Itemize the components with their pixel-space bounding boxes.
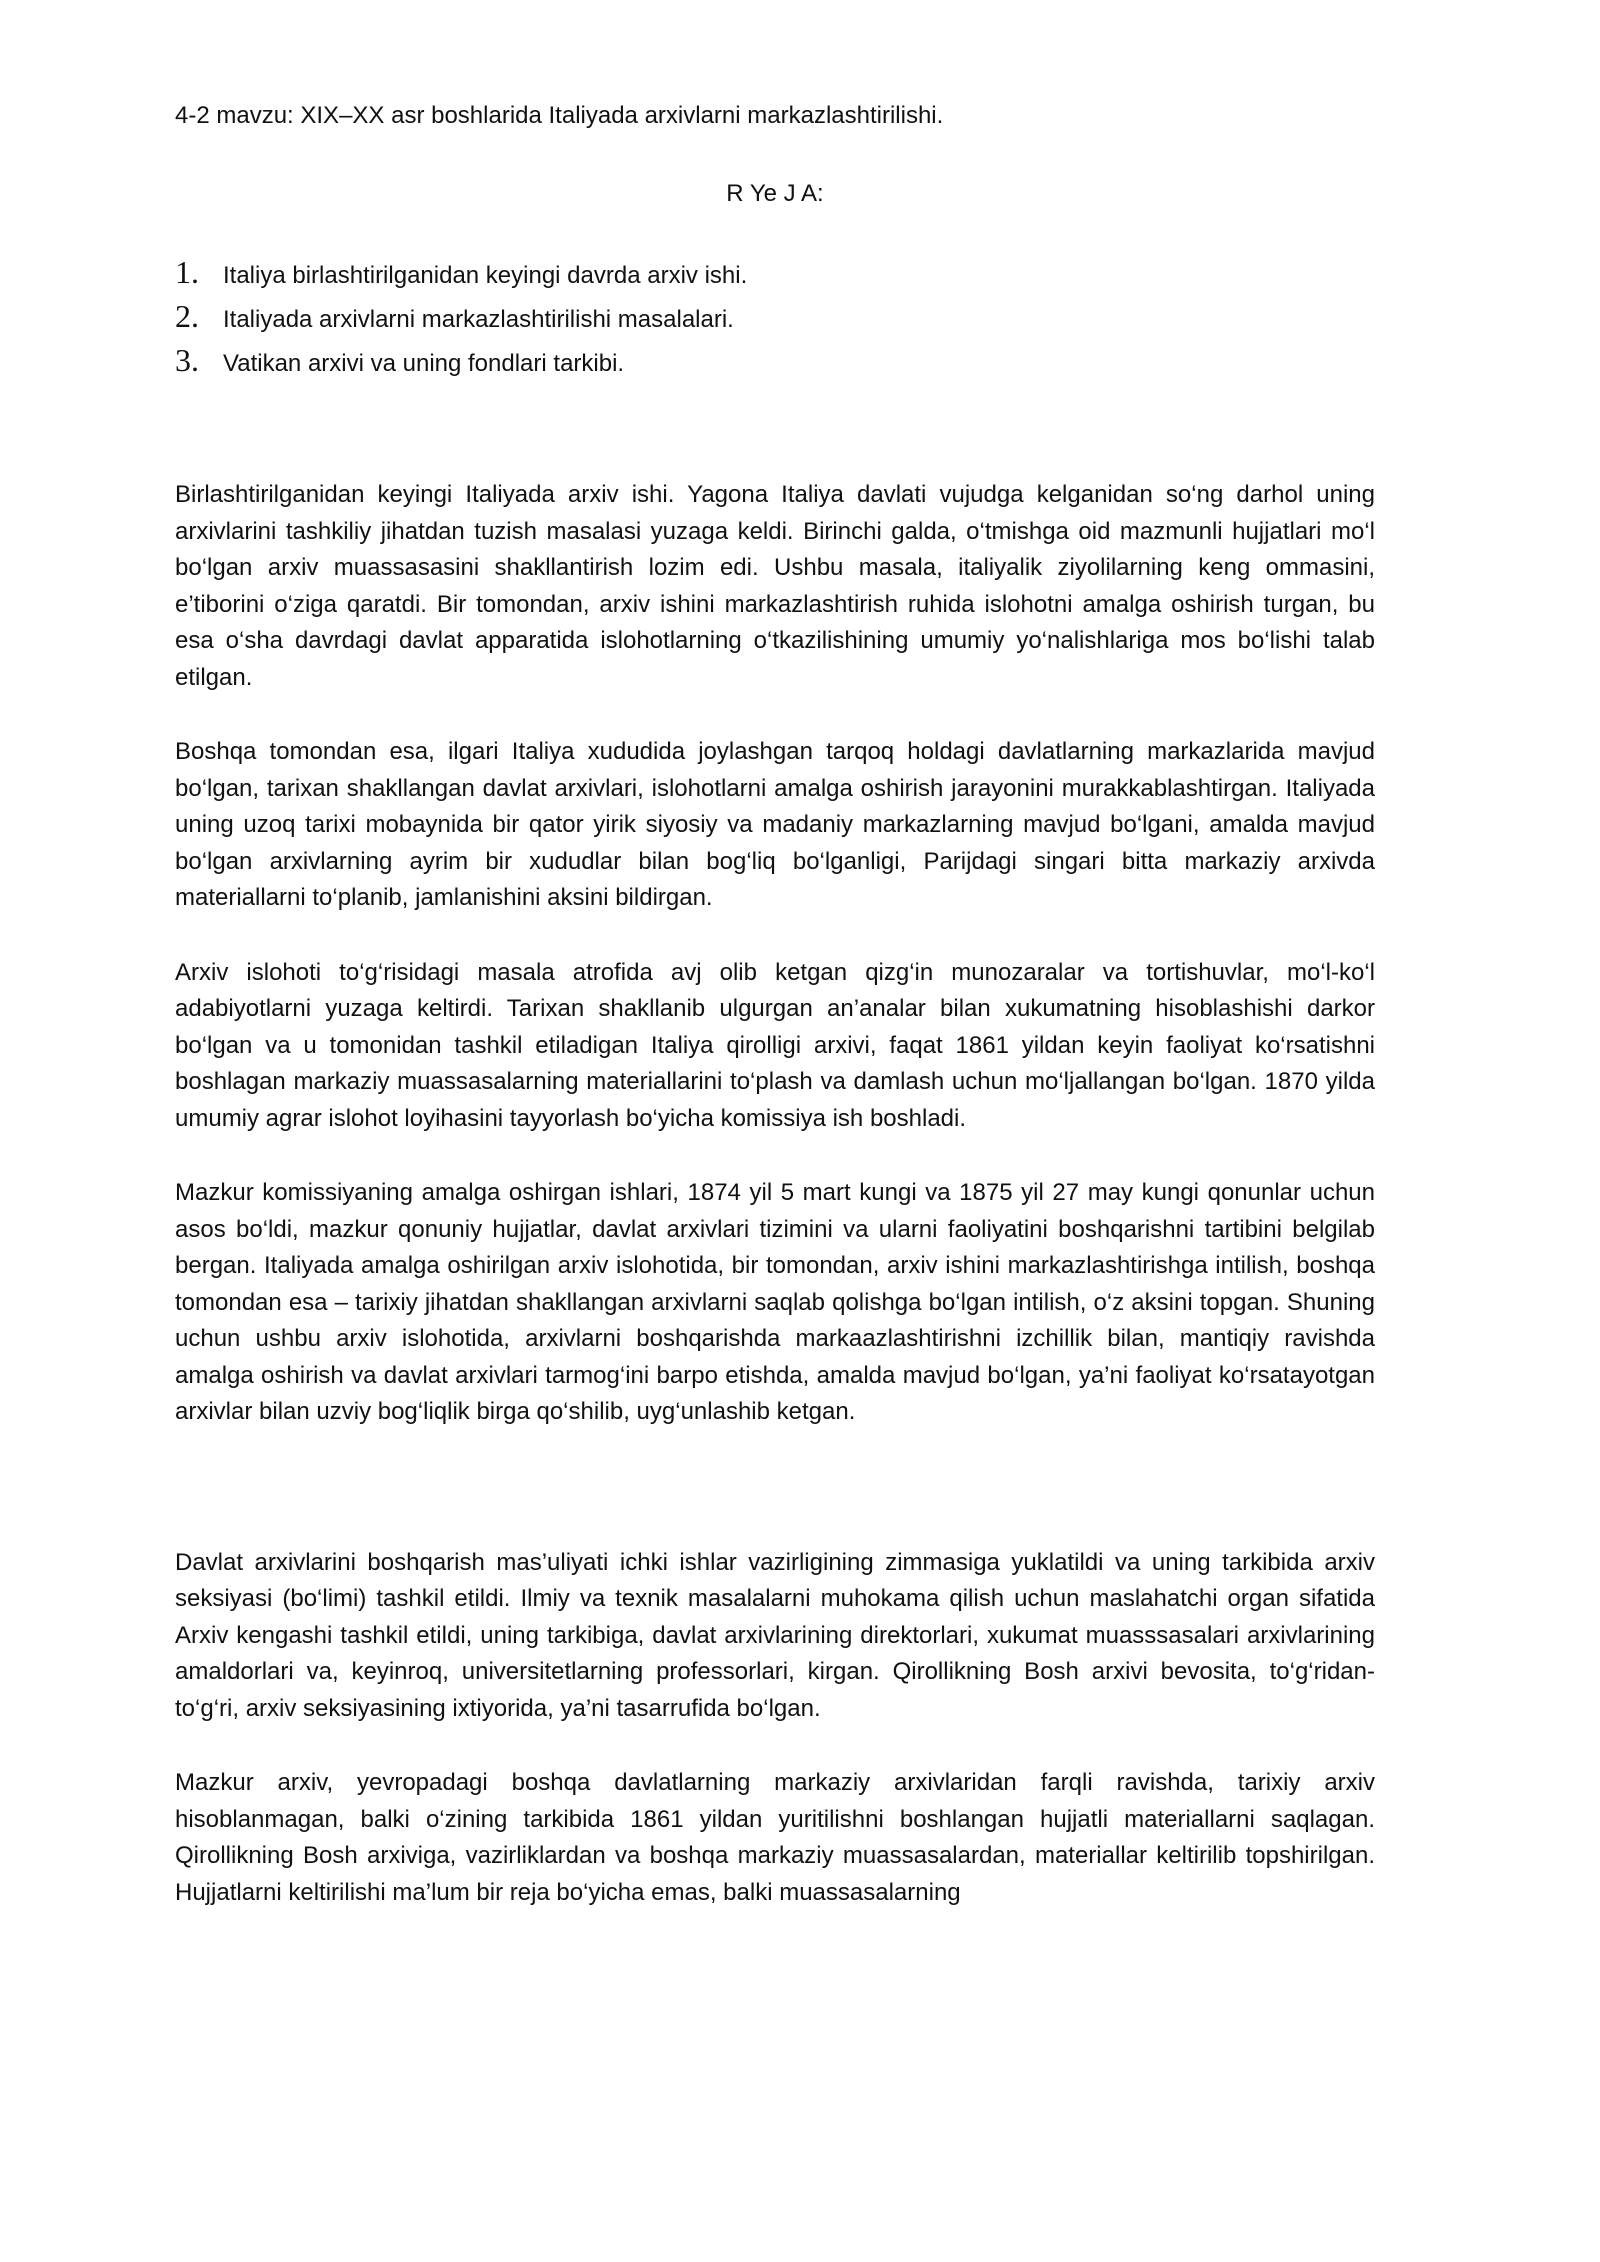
plan-item [175, 294, 1375, 338]
body-paragraph: Birlashtirilganidan keyingi Italiyada arxiv ishi. Yagona Italiya davlati vujudga kelganidan so‘ng darhol uning arxivlarini tashkiliy jihatdan tuzish masalasi yuzaga keldi. Birinchi galda, o‘tmishga oid mazmunli hujjatlari mo‘l bo‘lgan arxiv muassasasini shakllantirish lozim edi. Ushbu masala, italiyalik ziyolilarning keng ommasini, e’tiborini o‘ziga qaratdi. Bir tomondan, arxiv ishini markazlashtirish ruhida islohotni amalga oshirish turgan, bu esa o‘sha davrdagi davlat apparatida islohotlarning o‘tkazilishining umumiy yo‘nalishlariga mos bo‘lishi talab etilgan. [175, 481, 1375, 691]
plan-item [175, 338, 1375, 382]
body-paragraph: Arxiv islohoti to‘g‘risidagi masala atrofida avj olib ketgan qizg‘in munozaralar va tortishuvlar, mo‘l-ko‘l adabiyotlarni yuzaga keltirdi. Tarixan shakllanib ulgurgan an’analar bilan xukumatning hisoblashishi darkor bo‘lgan va u tomonidan tashkil etiladigan Italiya qirolligi arxivi, faqat 1861 yildan keyin faoliyat ko‘rsatishni boshlagan markaziy muassasalarning materiallarini to‘plash va damlash uchun mo‘ljallangan bo‘lgan. 1870 yilda umumiy agrar islohot loyihasini tayyorlash bo‘yicha komissiya ish boshladi. [175, 958, 1375, 1132]
body-paragraph: Davlat arxivlarini boshqarish mas’uliyati ichki ishlar vazirligining zimmasiga yuklatildi va uning tarkibida arxiv seksiyasi (bo‘limi) tashkil etildi. Ilmiy va texnik masalalarni muhokama qilish uchun maslahatchi organ sifatida Arxiv kengashi tashkil etildi, uning tarkibiga, davlat arxivlarining direktorlari, xukumat muasssasalari arxivlarining amaldorlari va, keyinroq, universitetlarning professorlari, kirgan. Qirollikning Bosh arxivi bevosita, to‘g‘ridan-to‘g‘ri, arxiv seksiyasining ixtiyorida, ya’ni tasarrufida bo‘lgan. [175, 1548, 1375, 1722]
plan-item-number: 3. [175, 342, 199, 378]
body-paragraph: Mazkur komissiyaning amalga oshirgan ishlari, 1874 yil 5 mart kungi va 1875 yil 27 may kungi qonunlar uchun asos bo‘ldi, mazkur qonuniy hujjatlar, davlat arxivlari tizimini va ularni faoliyatini boshqarishni tartibini belgilab bergan. Italiyada amalga oshirilgan arxiv islohotida, bir tomondan, arxiv ishini markazlashtirishga intilish, boshqa tomondan esa – tarixiy jihatdan shakllangan arxivlarni saqlab qolishga bo‘lgan intilish, o‘z aksini topgan. Shuning uchun ushbu arxiv islohotida, arxivlarni boshqarishda markaazlashtirishni izchillik bilan, mantiqiy ravishda amalga oshirish va davlat arxivlari tarmog‘ini barpo etishda, amalda mavjud bo‘lgan, ya’ni faoliyat ko‘rsatayotgan arxivlar bilan uzviy bog‘liqlik birga qo‘shilib, uyg‘unlashib ketgan. [175, 1179, 1375, 1425]
body-paragraph: Mazkur arxiv, yevropadagi boshqa davlatlarning markaziy arxivlaridan farqli ravishda, tarixiy arxiv hisoblanmagan, balki o‘zining tarkibida 1861 yildan yuritilishni boshlangan hujjatli materiallarni saqlagan. Qirollikning Bosh arxiviga, vazirliklardan va boshqa markaziy muassasalardan, materiallar keltirilib topshirilgan. Hujjatlarni keltirilishi ma’lum bir reja bo‘yicha emas, balki muassasalarning [175, 1769, 1375, 1906]
plan-heading: R Ye J A: [726, 180, 824, 207]
plan-item-number: 2. [175, 298, 199, 334]
plan-item-text: Vatikan arxivi va uning fondlari tarkibi. [223, 350, 625, 377]
document-page [175, 98, 1375, 1911]
plan-item-text: Italiya birlashtirilganidan keyingi davrda arxiv ishi. [223, 262, 748, 289]
plan-item-number: 1. [175, 254, 199, 290]
plan-item [175, 250, 1375, 294]
plan-list [175, 250, 1375, 382]
document-title: 4-2 mavzu: XIX–XX asr boshlarida Italiyada arxivlarni markazlashtirilishi. [175, 102, 944, 129]
body-paragraph: Boshqa tomondan esa, ilgari Italiya xududida joylashgan tarqoq holdagi davlatlarning markazlarida mavjud bo‘lgan, tarixan shakllangan davlat arxivlari, islohotlarni amalga oshirish jarayonini murakkablashtirgan. Italiyada uning uzoq tarixi mobaynida bir qator yirik siyosiy va madaniy markazlarning mavjud bo‘lgani, amalda mavjud bo‘lgan arxivlarning ayrim bir xududlar bilan bog‘liq bo‘lganligi, Parijdagi singari bitta markaziy arxivda materiallarni to‘planib, jamlanishini aksini bildirgan. [175, 738, 1375, 911]
plan-item-text: Italiyada arxivlarni markazlashtirilishi masalalari. [223, 306, 734, 333]
